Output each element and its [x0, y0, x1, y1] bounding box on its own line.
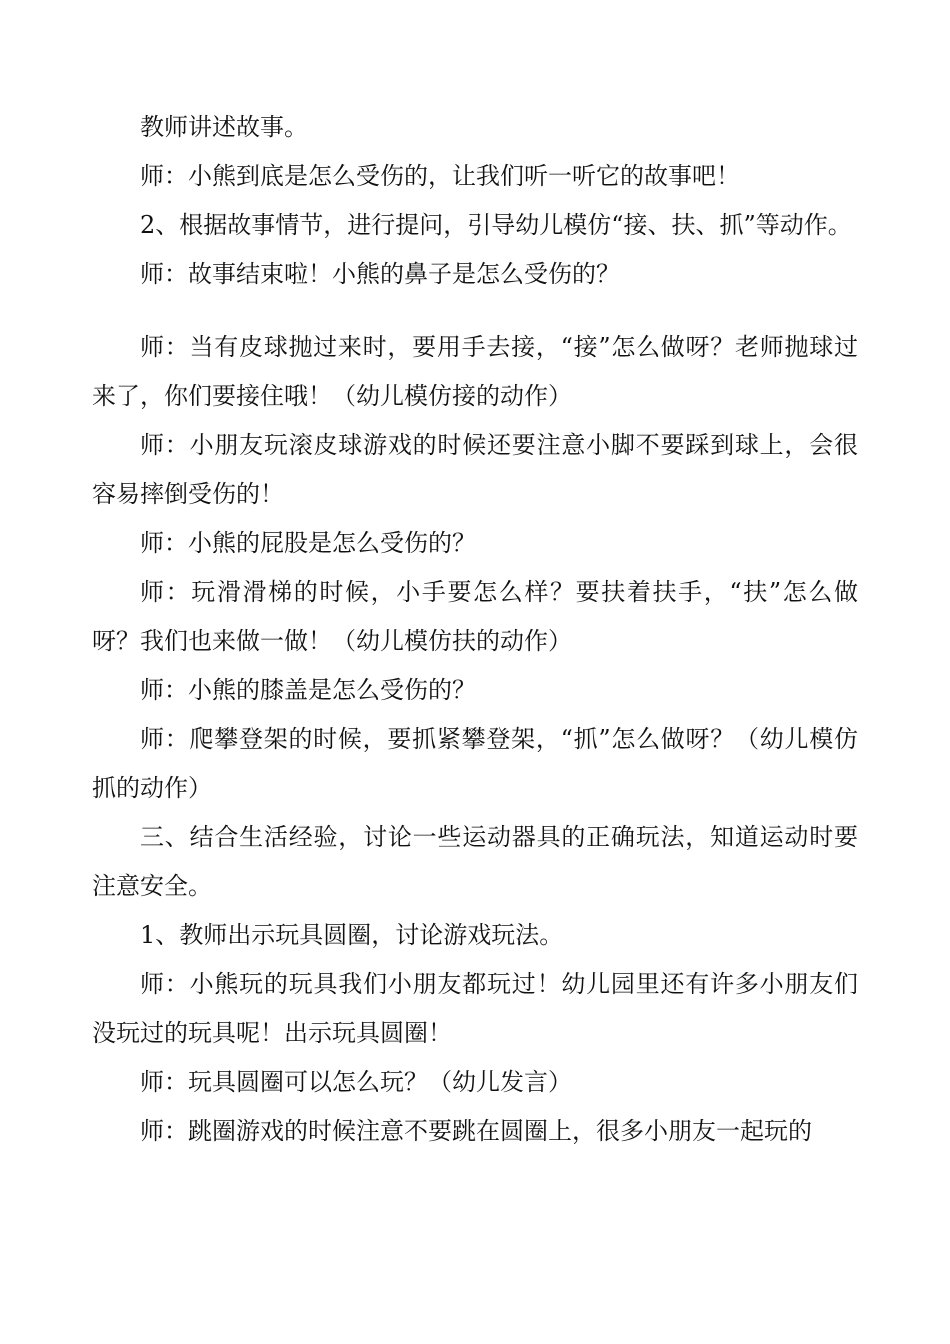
paragraph: 师：小熊玩的玩具我们小朋友都玩过！幼儿园里还有许多小朋友们没玩过的玩具呢！出示玩具圆圈！: [92, 970, 858, 1047]
paragraph: 师：跳圈游戏的时候注意不要跳在圆圈上，很多小朋友一起玩的: [140, 1117, 812, 1145]
document-body: [92, 103, 858, 1156]
paragraph: 师：小朋友玩滚皮球游戏的时候还要注意小脚不要踩到球上，会很容易摔倒受伤的！: [92, 431, 858, 508]
section-heading: 三、结合生活经验，讨论一些运动器具的正确玩法，知道运动时要注意安全。: [92, 823, 858, 900]
paragraph: 1、教师出示玩具圆圈，讨论游戏玩法。: [140, 921, 564, 949]
blank-line: [92, 299, 858, 323]
paragraph: 师：当有皮球抛过来时，要用手去接，“接”怎么做呀？老师抛球过来了，你们要接住哦！（幼儿模仿接的动作）: [92, 333, 858, 410]
paragraph: 师：小熊的屁股是怎么受伤的？: [140, 529, 476, 557]
paragraph: 师：玩滑滑梯的时候，小手要怎么样？要扶着扶手，“扶”怎么做呀？我们也来做一做！（幼儿模仿扶的动作）: [92, 578, 858, 655]
paragraph: 2、根据故事情节，进行提问，引导幼儿模仿“接、扶、抓”等动作。: [140, 211, 852, 239]
paragraph: 师：故事结束啦！小熊的鼻子是怎么受伤的？: [140, 260, 620, 288]
paragraph: 教师讲述故事。: [140, 113, 308, 141]
paragraph: 师：小熊的膝盖是怎么受伤的？: [140, 676, 476, 704]
paragraph: 师：爬攀登架的时候，要抓紧攀登架，“抓”怎么做呀？（幼儿模仿抓的动作）: [92, 725, 858, 802]
paragraph: 师：玩具圆圈可以怎么玩？（幼儿发言）: [140, 1068, 572, 1096]
paragraph: 师：小熊到底是怎么受伤的，让我们听一听它的故事吧！: [140, 162, 740, 190]
